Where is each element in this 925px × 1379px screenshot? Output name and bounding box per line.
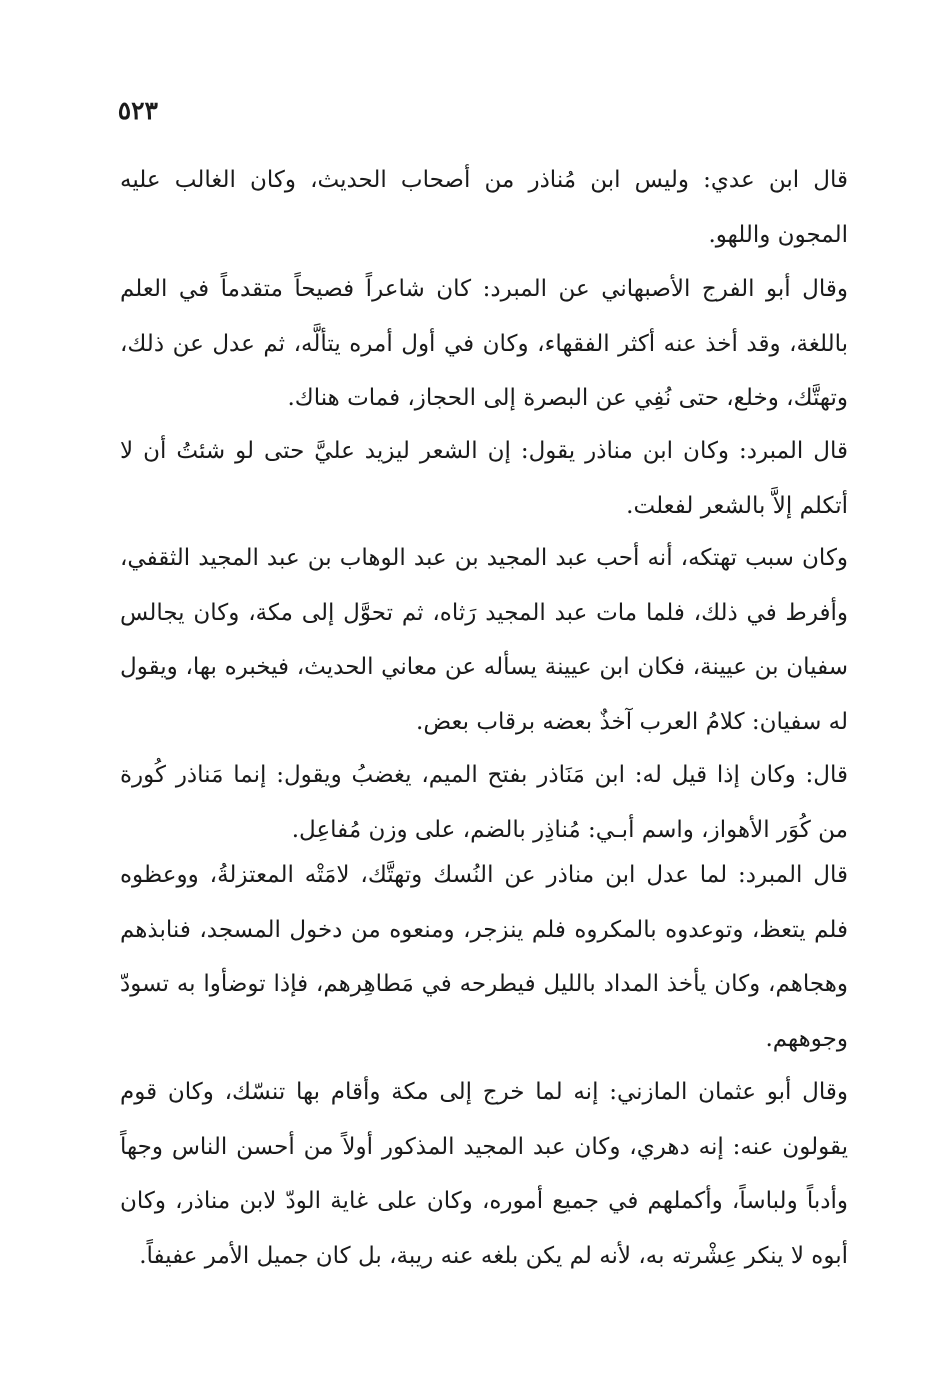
paragraph-mazini: وقال أبو عثمان المازني: إنه لما خرج إلى مكة وأقام بها تنسّك، وكان قوم يقولون عنه: إنه دهري، وكان عبد المجيد المذكور أولاً من أحسن الناس وجهاً وأدباً ولباساً، وأكملهم في جميع أموره، وكان على غاية الودّ لابن مناذر، وكان أبوه لا ينكر عِشْرته به، لأنه لم يكن بلغه عنه ريبة، بل كان جميل الأمر عفيفاً.	[120, 1079, 848, 1269]
paragraph-mutazila: قال المبرد: لما عدل ابن مناذر عن النُسك وتهتَّك، لامَتْه المعتزلةُ، ووعظوه فلم يتعظ، وتوعدوه بالمكروه فلم ينزجر، ومنعوه من دخول المسجد، فنابذهم وهجاهم، وكان يأخذ المداد بالليل فيطرحه في مَطاهِرهم، فإذا توضأوا به تسودّ وجوههم.	[120, 862, 848, 1052]
page-number: ٥٢٣	[117, 96, 158, 125]
paragraph-reason-tahattuk: وكان سبب تهتكه، أنه أحب عبد المجيد بن عبد الوهاب بن عبد المجيد الثقفي، وأفرط في ذلك، فلما مات عبد المجيد رَثاه، ثم تحوَّل إلى مكة، وكان يجالس سفيان بن عيينة، فكان ابن عيينة يسأله عن معاني الحديث، فيخبره بها، ويقول له سفيان: كلامُ العرب آخذٌ بعضه برقاب بعض.	[120, 545, 848, 735]
book-page	[117, 0, 848, 1379]
paragraph-abu-al-faraj: وقال أبو الفرج الأصبهاني عن المبرد: كان شاعراً فصيحاً متقدماً في العلم باللغة، وقد أخذ عنه أكثر الفقهاء، وكان في أول أمره يتألَّه، ثم عدل عن ذلك، وتهتَّك، وخلع، حتى نُفِي عن البصرة إلى الحجاز، فمات هناك.	[120, 276, 848, 411]
paragraph-name-pronunciation: قال: وكان إذا قيل له: ابن مَنَاذر بفتح الميم، يغضبُ ويقول: إنما مَناذر كُورة من كُوَر الأهواز، واسم أبـي: مُناذِر بالضم، على وزن مُفاعِل.	[120, 762, 848, 843]
paragraph-ibn-adi: قال ابن عدي: وليس ابن مُناذر من أصحاب الحديث، وكان الغالب عليه المجون واللهو.	[120, 167, 848, 248]
paragraph-mubarrad-poetry: قال المبرد: وكان ابن مناذر يقول: إن الشعر ليزيد عليَّ حتى لو شئتُ أن لا أتكلم إلاَّ بالشعر لفعلت.	[120, 438, 848, 519]
